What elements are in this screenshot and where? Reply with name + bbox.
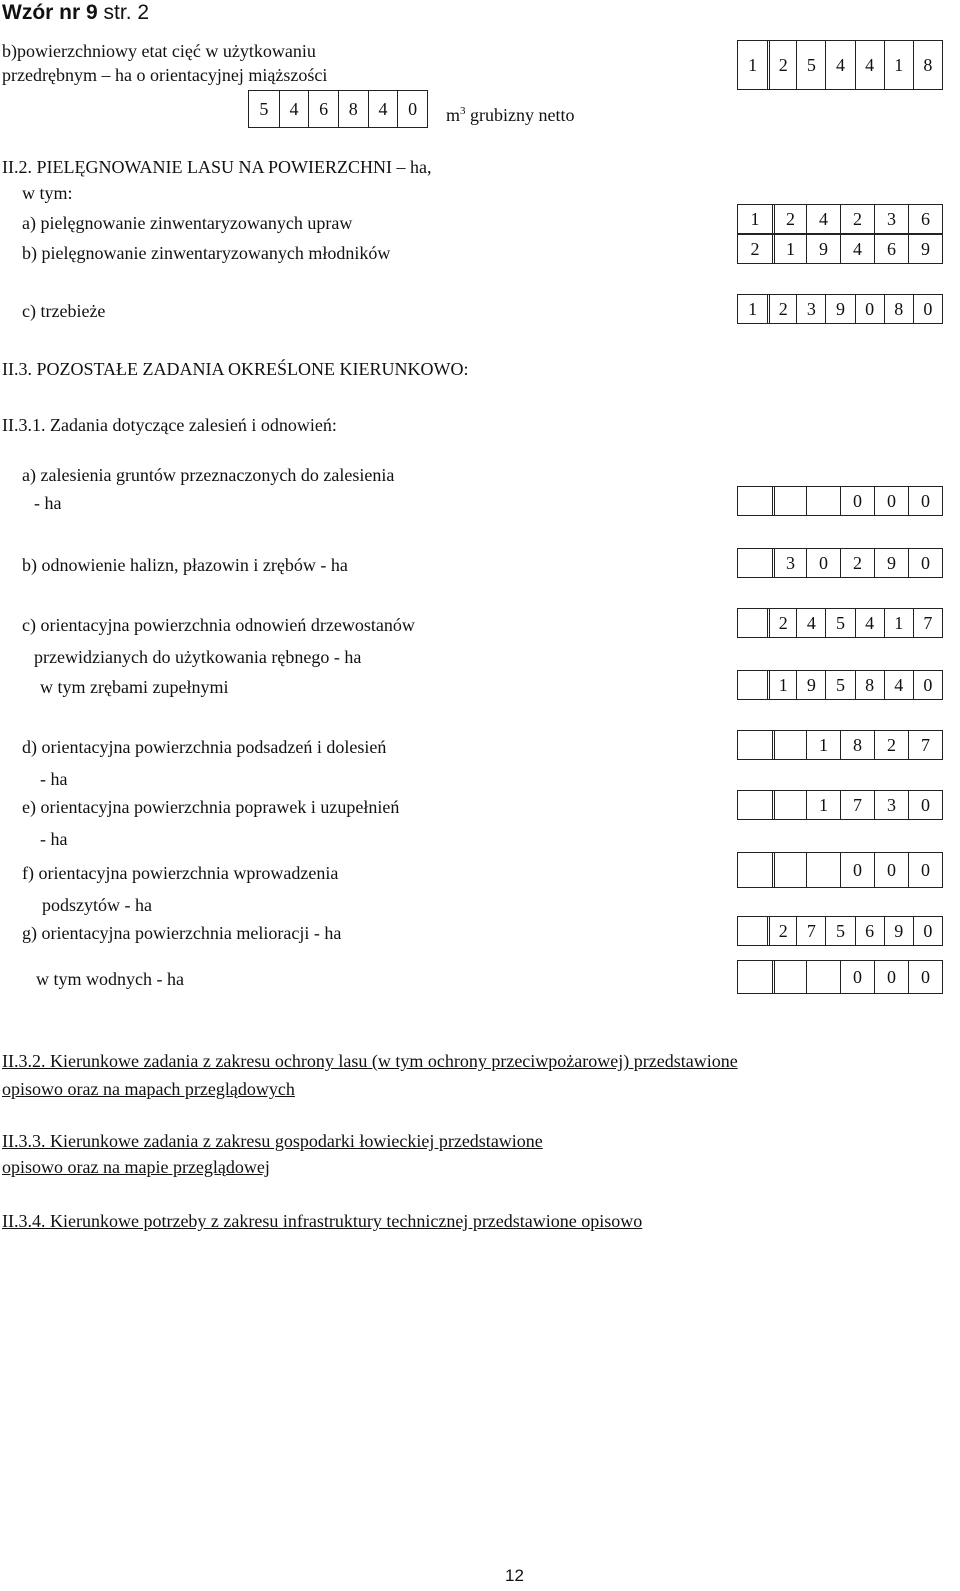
digit-cell: 9 [796,671,825,699]
digit-cell: 0 [874,487,908,515]
ii3-3-line2: opisowo oraz na mapie przeglądowej [2,1157,270,1177]
ii3-g-sub-boxes [737,960,943,994]
digit-cell [738,917,767,945]
digit-cell [772,487,806,515]
digit-cell: 4 [279,91,309,127]
digit-cell: 1 [884,609,913,637]
digit-cell: 0 [908,487,942,515]
ii3-d-line1: d) orientacyjna powierzchnia podsadzeń i dolesień [22,737,387,757]
digit-cell: 1 [806,731,840,759]
digit-cell: 0 [908,791,942,819]
digit-cell: 4 [796,609,825,637]
digit-cell: 8 [840,731,874,759]
header-page: str. 2 [103,1,150,24]
digit-cell: 0 [913,671,942,699]
digit-cell: 2 [767,609,796,637]
ii2-wtym: w tym: [22,183,73,203]
digit-cell [772,731,806,759]
digit-cell: 2 [840,205,874,233]
digit-cell: 0 [874,853,908,887]
digit-cell: 7 [796,917,825,945]
ii3-3-line1: II.3.3. Kierunkowe zadania z zakresu gospodarki łowieckiej przedstawione [2,1131,543,1151]
digit-cell [738,549,772,577]
digit-cell: 2 [767,41,796,89]
digit-cell: 6 [874,235,908,263]
digit-cell: 6 [908,205,942,233]
digit-cell: 0 [397,91,427,127]
digit-cell: 2 [772,205,806,233]
digit-cell: 2 [750,238,760,259]
volume-unit-exp: 3 [460,105,466,117]
digit-cell [806,853,840,887]
ii3-g-boxes [737,916,943,946]
header-prefix: Wzór nr [2,1,81,24]
ii2-title: II.2. PIELĘGNOWANIE LASU NA POWIERZCHNI – ha, [2,157,432,177]
digit-cell [772,791,806,819]
ii3-c-line2: przewidzianych do użytkowania rębnego - ha [34,647,362,667]
digit-cell: 3 [796,295,825,323]
ii3-c-boxes [737,608,943,638]
volume-unit [446,100,575,126]
digit-cell: 0 [840,853,874,887]
ii2-item-a-boxes [737,204,943,234]
section-b-line2: przedrębnym – ha o orientacyjnej miąższości [2,65,328,85]
digit-cell: 9 [884,917,913,945]
digit-cell: 8 [884,295,913,323]
digit-cell: 0 [855,295,884,323]
digit-cell: 6 [855,917,884,945]
ii3-2-line1: II.3.2. Kierunkowe zadania z zakresu ochrony lasu (w tym ochrony przeciwpożarowej) przedstawione [2,1051,738,1071]
ii3-a-line2: - ha [34,493,62,513]
digit-cell: 0 [840,487,874,515]
page-number: 12 [505,1566,524,1585]
digit-cell: 5 [825,609,854,637]
digit-cell: 5 [825,671,854,699]
ii2-item-c-boxes [737,294,943,324]
digit-cell: 9 [825,295,854,323]
ii3-1-title: II.3.1. Zadania dotyczące zalesień i odnowień: [2,415,337,435]
digit-cell: 2 [767,295,796,323]
ii3-title: II.3. POZOSTAŁE ZADANIA OKREŚLONE KIERUNKOWO: [2,359,469,379]
digit-cell: 0 [874,961,908,993]
digit-cell: 4 [884,671,913,699]
digit-cell: 9 [806,235,840,263]
ii3-c-line1: c) orientacyjna powierzchnia odnowień drzewostanów [22,615,415,635]
digit-cell [772,853,806,887]
digit-cell: 0 [840,961,874,993]
etat-area-boxes [737,40,943,90]
ii3-e-line2: - ha [40,829,68,849]
ii3-g-label: g) orientacyjna powierzchnia melioracji - ha [22,923,342,943]
ii2-item-c-label: c) trzebieże [22,301,106,321]
ii3-e-line1: e) orientacyjna powierzchnia poprawek i uzupełnień [22,797,400,817]
digit-cell: 9 [908,235,942,263]
digit-cell: 7 [908,731,942,759]
ii3-f-boxes [737,852,943,888]
volume-unit-text: grubizny netto [465,105,575,125]
digit-cell: 2 [767,917,796,945]
digit-cell: 0 [913,917,942,945]
ii3-a-boxes [737,486,943,516]
ii3-d-boxes [737,730,943,760]
digit-cell: 1 [748,54,758,75]
digit-cell: 5 [259,98,269,119]
digit-cell: 1 [884,41,913,89]
etat-volume-boxes [248,90,428,128]
ii2-item-b-label: b) pielęgnowanie zinwentaryzowanych młodników [22,243,391,263]
digit-cell: 1 [772,235,806,263]
ii3-e-boxes [737,790,943,820]
ii2-item-b-boxes [737,234,943,264]
digit-cell: 8 [338,91,368,127]
digit-cell: 3 [874,791,908,819]
digit-cell: 9 [874,549,908,577]
digit-cell [738,731,772,759]
ii3-b-boxes [737,548,943,578]
digit-cell: 2 [874,731,908,759]
digit-cell [738,609,767,637]
ii3-c-sub-label: w tym zrębami zupełnymi [40,677,229,697]
digit-cell [806,487,840,515]
digit-cell: 1 [767,671,796,699]
digit-cell: 4 [855,41,884,89]
form-header [2,2,149,24]
digit-cell [738,961,772,993]
digit-cell: 4 [368,91,398,127]
digit-cell [738,671,767,699]
digit-cell [772,961,806,993]
digit-cell: 0 [913,295,942,323]
digit-cell: 1 [750,208,760,229]
digit-cell: 5 [796,41,825,89]
digit-cell: 1 [806,791,840,819]
digit-cell [806,961,840,993]
digit-cell: 7 [913,609,942,637]
digit-cell: 1 [748,298,758,319]
digit-cell: 8 [913,41,942,89]
digit-cell: 3 [772,549,806,577]
digit-cell: 4 [840,235,874,263]
digit-cell: 4 [806,205,840,233]
digit-cell: 4 [855,609,884,637]
section-b-line1: b)powierzchniowy etat cięć w użytkowaniu [2,41,316,61]
digit-cell: 6 [308,91,338,127]
digit-cell: 5 [825,917,854,945]
digit-cell [738,791,772,819]
ii3-a-line1: a) zalesienia gruntów przeznaczonych do zalesienia [22,465,395,485]
header-number: 9 [86,1,98,24]
ii3-f-line1: f) orientacyjna powierzchnia wprowadzenia [22,863,339,883]
ii3-4-line: II.3.4. Kierunkowe potrzeby z zakresu infrastruktury technicznej przedstawione opisowo [2,1211,643,1231]
digit-cell: 4 [825,41,854,89]
ii3-c-sub-boxes [737,670,943,700]
ii2-item-a-label: a) pielęgnowanie zinwentaryzowanych upraw [22,213,353,233]
digit-cell [738,853,772,887]
digit-cell: 2 [840,549,874,577]
ii3-g-sub-label: w tym wodnych - ha [36,969,184,989]
digit-cell: 3 [874,205,908,233]
digit-cell: 7 [840,791,874,819]
digit-cell: 0 [806,549,840,577]
digit-cell: 0 [908,961,942,993]
digit-cell [738,487,772,515]
volume-unit-m: m [446,105,461,125]
digit-cell: 0 [908,853,942,887]
digit-cell: 8 [855,671,884,699]
digit-cell: 0 [908,549,942,577]
ii3-d-line2: - ha [40,769,68,789]
ii3-f-line2: podszytów - ha [42,895,152,915]
ii3-2-line2: opisowo oraz na mapach przeglądowych [2,1079,295,1099]
ii3-b-label: b) odnowienie halizn, płazowin i zrębów - ha [22,555,348,575]
